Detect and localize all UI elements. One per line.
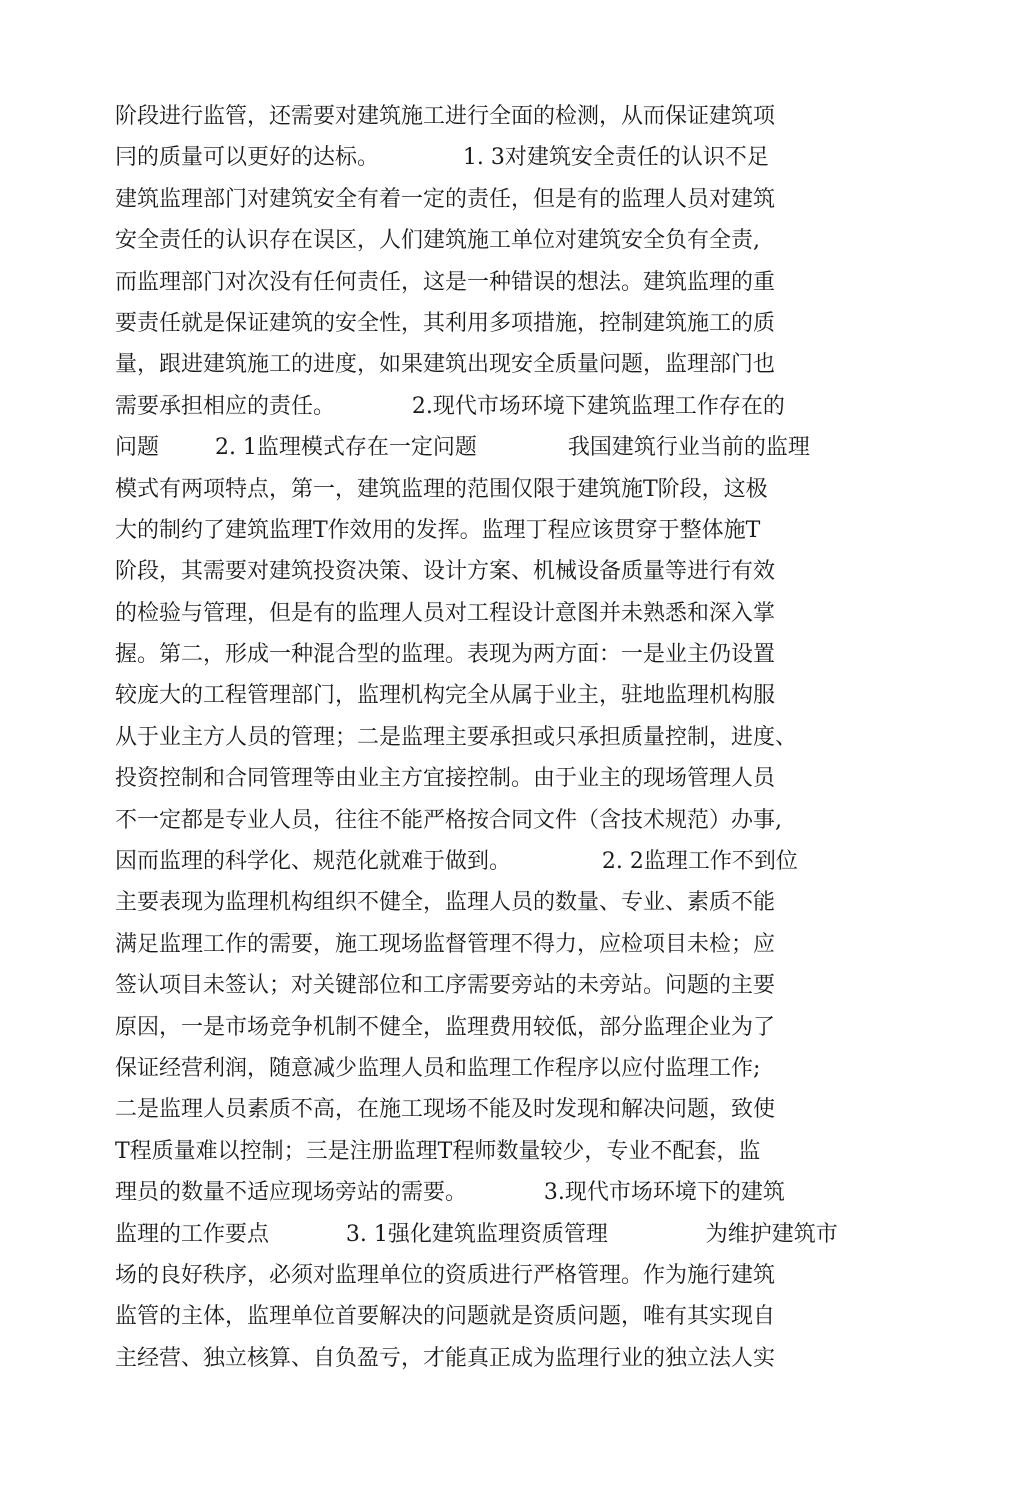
text-line: 监理的工作要点 3. 1强化建筑监理资质管理 为维护建筑市 [115, 1221, 838, 1247]
text-line: 保证经营利润，随意减少监理人员和监理工作程序以应付监理工作; [115, 1055, 761, 1081]
text-line: 模式有两项特点，第一，建筑监理的范围仅限于建筑施T阶段，这极 [115, 476, 768, 502]
text-line: 主经营、独立核算、自负盈亏，才能真正成为监理行业的独立法人实 [115, 1345, 776, 1371]
text-line: 而监理部门对次没有任何责任，这是一种错误的想法。建筑监理的重 [115, 269, 776, 295]
text-line: 冃的质量可以更好的达标。 1. 3对建筑安全责任的认识不足 [115, 145, 769, 171]
text-line: 二是监理人员素质不高，在施工现场不能及时发现和解决问题，致使 [115, 1097, 776, 1123]
text-line: 因而监理的科学化、规范化就难于做到。 2. 2监理工作不到位 [115, 849, 798, 875]
text-line: 的检验与管理，但是有的监理人员对工程设计意图并未熟悉和深入掌 [115, 600, 776, 626]
text-line: 建筑监理部门对建筑安全有着一定的责任，但是有的监理人员对建筑 [115, 186, 776, 212]
text-line: T程质量难以控制；三是注册监理T程师数量较少，专业不配套，监 [115, 1138, 761, 1164]
text-line: 握。第二，形成一种混合型的监理。表现为两方面：一是业主仍设置 [115, 642, 776, 668]
text-line: 阶段，其需要对建筑投资决策、设计方案、机械设备质量等进行有效 [115, 559, 776, 585]
text-line: 投资控制和合同管理等由业主方宜接控制。由于业主的现场管理人员 [115, 766, 776, 792]
text-line: 场的良好秩序，必须对监理单位的资质进行严格管理。作为施行建筑 [115, 1262, 776, 1288]
text-line: 原因，一是市场竞争机制不健全，监理费用较低，部分监理企业为了 [115, 1014, 776, 1040]
text-line: 量，跟进建筑施工的进度，如果建筑出现安全质量问题，监理部门也 [115, 352, 776, 378]
text-line: 理员的数量不适应现场旁站的需要。 3.现代市场环境下的建筑 [115, 1180, 785, 1206]
text-line: 较庞大的工程管理部门，监理机构完全从属于业主，驻地监理机构服 [115, 683, 776, 709]
text-line: 从于业主方人员的管理；二是监理主要承担或只承担质量控制，进度、 [115, 724, 798, 750]
text-line: 签认项目未签认；对关键部位和工序需要旁站的未旁站。问题的主要 [115, 973, 776, 999]
text-line: 大的制约了建筑监理T作效用的发挥。监理丁程应该贯穿于整体施T [115, 517, 761, 543]
text-line: 主要表现为监理机构组织不健全，监理人员的数量、专业、素质不能 [115, 890, 776, 916]
text-line: 监管的主体，监理单位首要解决的问题就是资质问题，唯有其实现自 [115, 1304, 776, 1330]
text-line: 需要承担相应的责任。 2.现代市场环境下建筑监理工作存在的 [115, 393, 785, 419]
text-line: 满足监理工作的需要，施工现场监督管理不得力，应检项目未检；应 [115, 931, 776, 957]
text-line: 安全责任的认识存在误区，人们建筑施工单位对建筑安全负有全责, [115, 228, 760, 254]
text-line: 阶段进行监管，还需要对建筑施工进行全面的检测，从而保证建筑项 [115, 104, 776, 129]
text-line: 问题 2. 1监理模式存在一定问题 我国建筑行业当前的监理 [115, 435, 810, 461]
text-line: 要责任就是保证建筑的安全性，其利用多项措施，控制建筑施工的质 [115, 310, 776, 336]
text-line: 不一定都是专业人员，往往不能严格按合同文件（含技术规范）办事, [115, 807, 782, 833]
body-text [115, 96, 905, 1379]
